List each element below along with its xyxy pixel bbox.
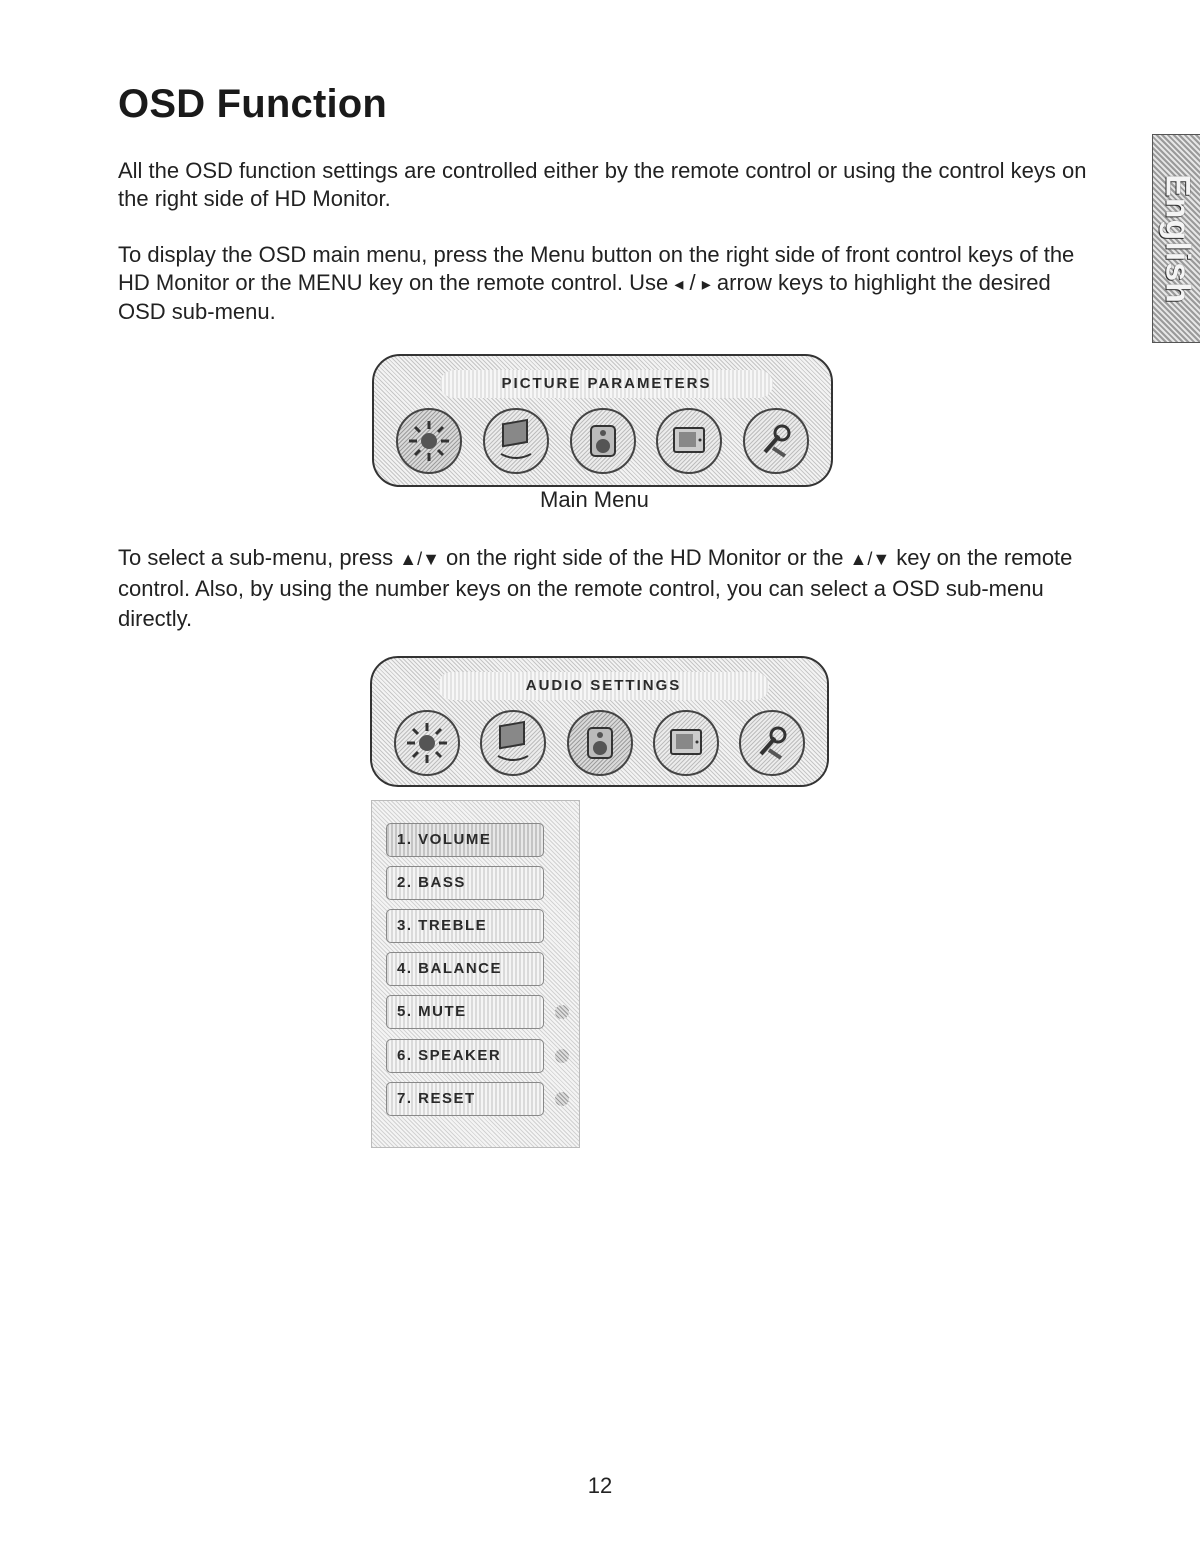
navigation-text-start: To display the OSD main menu, press the Menu button on the right side of front control keys of the HD Monitor or the MENU key on the remote control. Use [118,242,1075,295]
display-icon[interactable] [483,408,549,474]
left-arrow-icon: ◂ [674,274,684,294]
submenu-item-balance[interactable]: 4. BALANCE [386,952,544,986]
setup-icon[interactable] [743,408,809,474]
submenu-item-reset[interactable]: 7. RESET [386,1082,544,1116]
audio-settings-osd [370,656,829,787]
submenu-item-bass[interactable]: 2. BASS [386,866,544,900]
reset-arrow-icon [555,1092,569,1106]
up-down-arrow-icon: ▲/▼ [399,549,440,569]
tv-icon[interactable] [656,408,722,474]
main-menu-header: PICTURE PARAMETERS [440,370,773,398]
submenu-text-3: key on the remote control. Also, by using the number keys on the remote control, you can select a OSD sub-menu directly. [118,545,1073,631]
audio-icon[interactable] [570,408,636,474]
submenu-item-speaker[interactable]: 6. SPEAKER [386,1039,544,1073]
display-icon[interactable] [480,710,546,776]
navigation-paragraph [118,241,1093,326]
submenu-item-mute[interactable]: 5. MUTE [386,995,544,1029]
submenu-item-volume[interactable]: 1. VOLUME [386,823,544,857]
setup-icon[interactable] [739,710,805,776]
audio-submenu [371,800,580,1148]
up-down-arrow-icon: ▲/▼ [849,549,891,569]
page-number: 12 [587,1473,613,1498]
audio-menu-header: AUDIO SETTINGS [438,672,769,700]
mute-arrow-icon [555,1005,569,1019]
right-arrow-icon: ▸ [701,274,711,294]
audio-icon[interactable] [567,710,633,776]
main-menu-icons [396,408,809,474]
submenu-item-treble[interactable]: 3. TREBLE [386,909,544,943]
navigation-text-end: arrow keys to highlight the desired OSD sub-menu. [118,270,1051,324]
submenu-text-1: To select a sub-menu, press [118,545,400,570]
main-menu-osd [372,354,833,487]
picture-icon[interactable] [396,408,462,474]
tv-icon[interactable] [653,710,719,776]
submenu-paragraph [118,543,1093,634]
language-tab [1152,134,1200,343]
submenu-text-2: on the right side of the HD Monitor or the [439,545,850,570]
main-menu-caption: Main Menu [540,487,649,512]
picture-icon[interactable] [394,710,460,776]
arrow-separator: / [683,270,702,295]
audio-menu-icons [394,710,805,776]
intro-paragraph: All the OSD function settings are controlled either by the remote control or using the control keys on the right side of HD Monitor. [118,158,1087,211]
language-tab-label: English [1158,173,1196,304]
page-title: OSD Function [118,82,388,126]
speaker-arrow-icon [555,1049,569,1063]
